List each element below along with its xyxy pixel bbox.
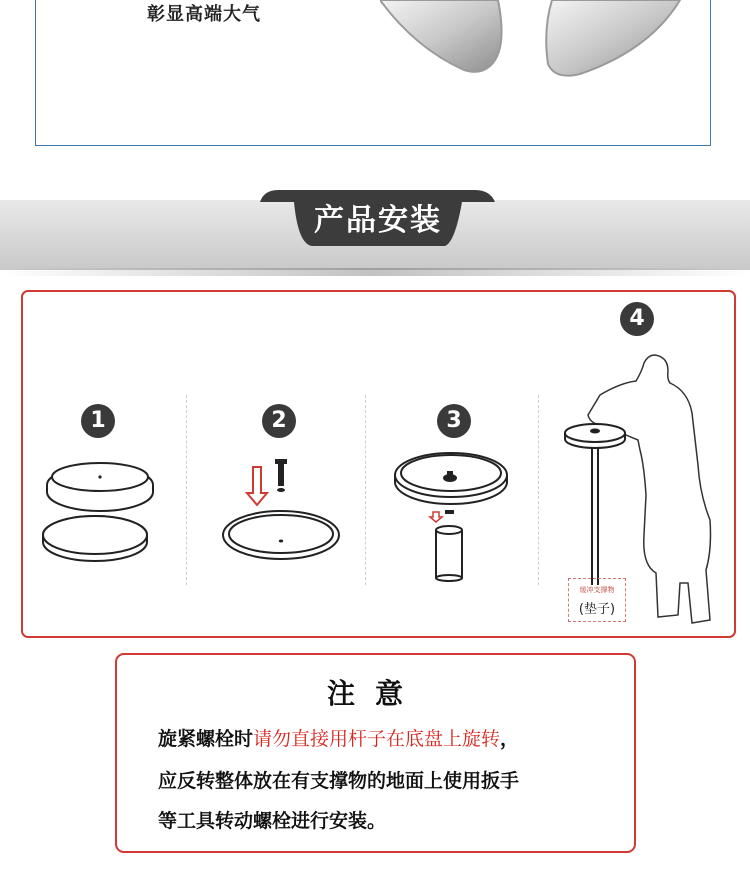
- step-1-illustration: [40, 450, 165, 570]
- tagline: 彰显高端大气: [147, 4, 261, 25]
- step-1-badge: 1: [81, 404, 115, 438]
- divider: [538, 395, 539, 585]
- base-plate-image: [380, 0, 700, 85]
- note-line-1-suffix: ，: [500, 728, 520, 750]
- note-line-1-prefix: 旋紧螺栓时: [158, 728, 254, 750]
- cushion-label: [568, 578, 626, 622]
- note-warning-text: 请勿直接用杆子在底盘上旋转: [253, 728, 501, 750]
- note-line-3: 等工具转动螺栓进行安装。: [158, 810, 387, 832]
- note-line-2: 应反转整体放在有支撑物的地面上使用扳手: [158, 770, 520, 792]
- divider: [186, 395, 187, 585]
- note-title: 注意: [326, 677, 423, 710]
- cushion-label-title: 缓冲支撑物: [579, 586, 615, 594]
- step-2-illustration: [215, 455, 350, 575]
- step-2-badge: 2: [262, 404, 296, 438]
- banner-shadow: [0, 268, 750, 276]
- section-title: 产品安装: [314, 203, 442, 238]
- cushion-label-subtitle: (垫子): [578, 602, 616, 617]
- note-line-1: [158, 724, 519, 751]
- step-4-badge: 4: [620, 302, 654, 336]
- step-3-badge: 3: [437, 404, 471, 438]
- step-3-illustration: [392, 450, 517, 585]
- divider: [365, 395, 366, 585]
